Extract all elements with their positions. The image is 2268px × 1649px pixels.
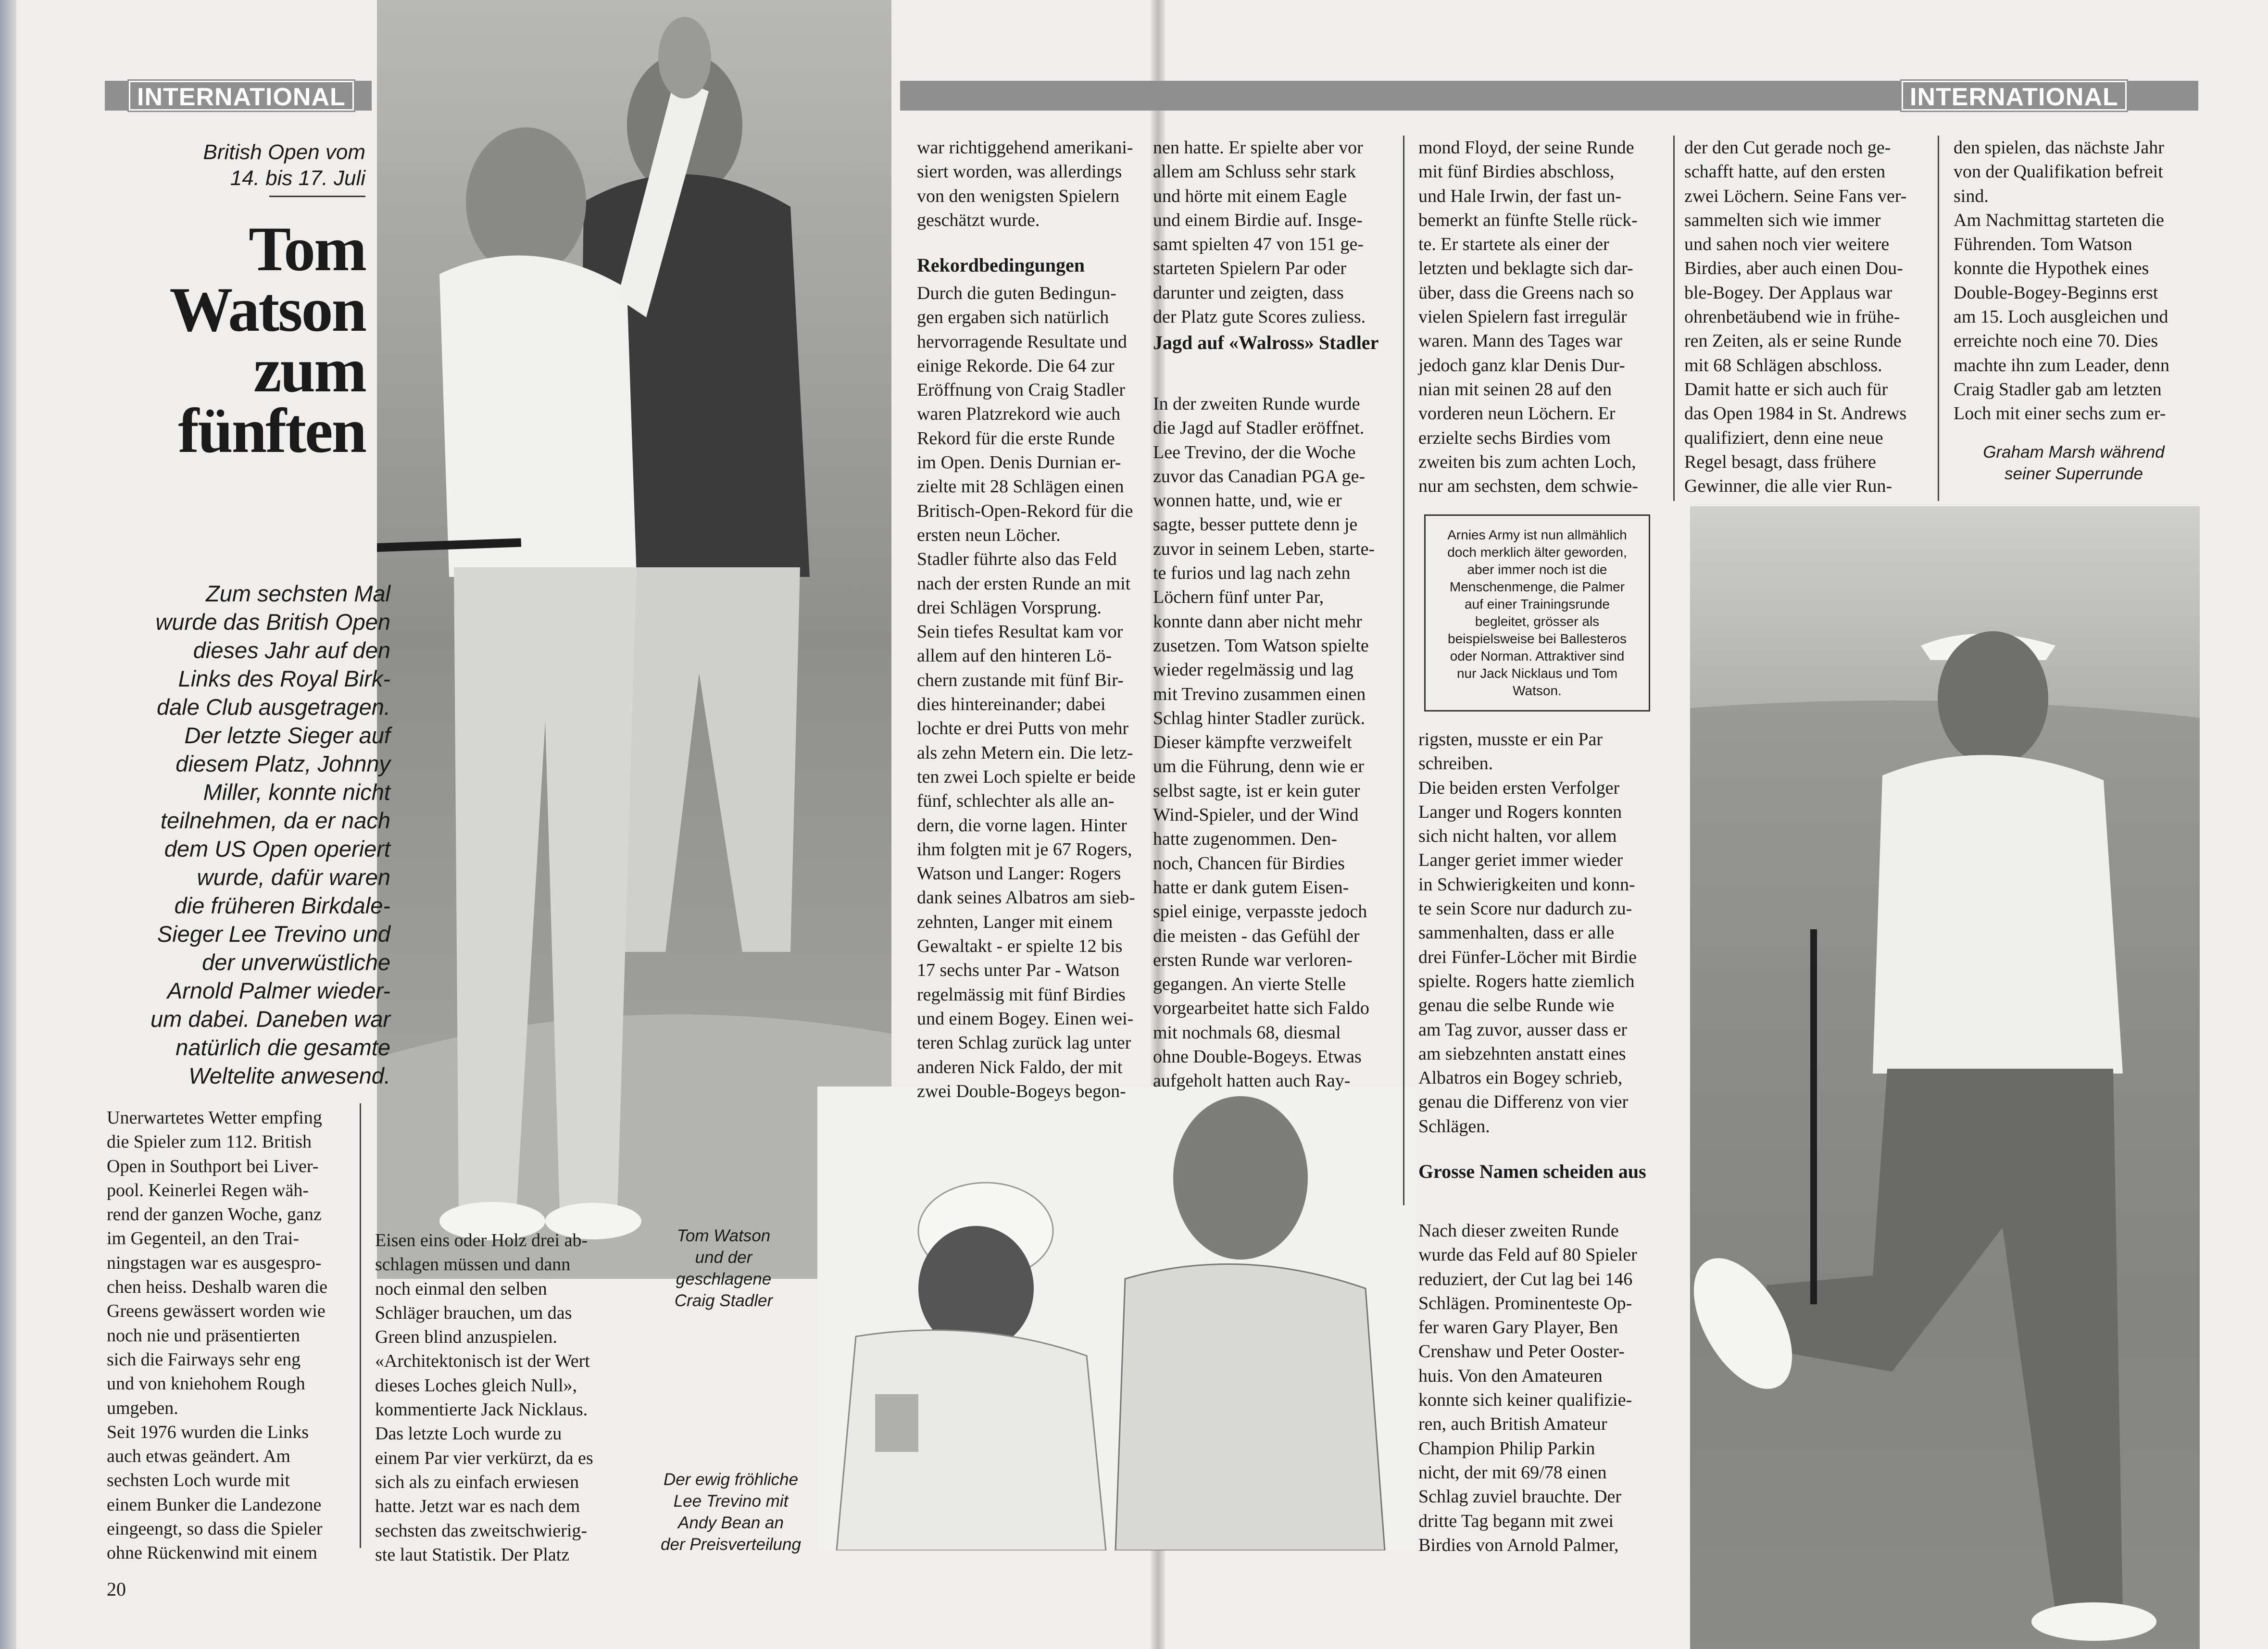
lead-paragraph: Zum sechsten Mal wurde das British Open dieses Jahr auf den Links des Royal Birk- dale Club ausgetragen. Der letzte Sieger auf diesem Platz, Johnny Miller, konnte nicht teilnehmen, da er nach dem US Open operiert wurde, dafür waren die früheren Birkdale- Sieger Lee Trevino und der unverwüstliche Arnold Palmer wieder- um dabei. Daneben war natürlich die gesamte Weltelite anwesend. xyxy=(150,581,390,1088)
section-label-left: INTERNATIONAL xyxy=(129,81,354,111)
photo-caption-box: Arnies Army ist nun allmählich doch merklich älter geworden, aber immer noch ist die Menschenmenge, die Palmer auf einer Trainingsrunde begleitet, grösser als beispielsweise bei Ballesteros oder Norman. Attraktiver sind nur Jack Nicklaus und Tom Watson. xyxy=(1424,514,1650,712)
left-column-3: Durch die guten Bedingun- gen ergaben sich natürlich hervorragende Resultate und einige Rekorde. Die 64 zur Eröffnung von Craig Stadler waren Platzrekord wie auch Rekord für die erste Runde im Open. Denis Durnian er- zielte mit 28 Schlägen einen Britisch-Open-Rekord für die ersten neun Löcher. Stadler führte also das Feld nach der ersten Runde an mit drei Schlägen Vorsprung. Sein tiefes Resultat kam vor allem auf den hinteren Lö- chern zustande mit fünf Bir- dies hintereinander; dabei lochte er drei Putts von mehr als zehn Metern ein. Die letz- ten zwei Loch spielte er beide fünf, schlechter als alle an- dern, die vorne lagen. Hinter ihm folgten mit je 67 Rogers, Watson und Langer: Rogers dank seines Albatros am sieb- zehnten, Langer mit einem Gewaltakt - er spielte 12 bis 17 sechs unter Par - Watson regelmässig mit fünf Birdies und einem Bogey. Einen wei- teren Schlag zurück lag unter anderen Nick Faldo, der mit zwei Double-Bogeys begon- xyxy=(917,283,1136,1101)
photo-watson-stadler xyxy=(377,0,891,1279)
right-column-1: In der zweiten Runde wurde die Jagd auf Stadler eröffnet. Lee Trevino, der die Woche zuvor das Canadian PGA ge- wonnen hatte, und, wie er sagte, besser puttete denn je zuvor in seinem Leben, starte- te furios und lag nach zehn Löchern fünf unter Par, konnte dann aber nicht mehr zusetzen. Tom Watson spielte wieder regelmässig und lag mit Trevino zusammen einen Schlag hinter Stadler zurück. Dieser kämpfte verzweifelt um die Führung, denn wie er selbst sagte, ist er kein guter Wind-Spieler, und der Wind hatte zugenommen. Den- noch, Chancen für Birdies hatte er dank gutem Eisen- spiel einige, verpasste jedoch die meisten - das Gefühl der ersten Runde war verloren- gegangen. An vierte Stelle vorgearbeitet hatte sich Faldo mit nochmals 68, diesmal ohne Double-Bogeys. Etwas aufgeholt hatten auch Ray- xyxy=(1153,394,1375,1091)
right-column-1-top: nen hatte. Er spielte aber vor allem am Schluss sehr stark und hörte mit einem Eagle und einem Birdie auf. Insge- samt spielten 47 von 151 ge- starteten Spielern Par oder darunter und zeigten, dass der Platz gute Scores zuliess. xyxy=(1153,137,1366,327)
photo-trevino-bean xyxy=(817,1087,1416,1550)
right-column-4: den spielen, das nächste Jahr von der Qualifikation befreit sind. Am Nachmittag starteten die Führenden. Tom Watson konnte die Hypothek eines Double-Bogey-Beginns erst am 15. Loch ausgleichen und erreichte noch eine 70. Dies machte ihn zum Leader, denn Craig Stadler gab am letzten Loch mit einer sechs zum er- xyxy=(1954,137,2170,424)
caption-watson: Tom Watson und der geschlagene Craig Stadler xyxy=(674,1226,773,1310)
caption-marsh: Graham Marsh während seiner Superrunde xyxy=(1983,443,2165,483)
page-number: 20 xyxy=(107,1578,126,1600)
right-column-2-bottom: Nach dieser zweiten Runde wurde das Feld auf 80 Spieler reduziert, der Cut lag bei 146 Schlägen. Prominenteste Op- fer waren Gary Player, Ben Crenshaw und Peter Ooster- huis. Von den Amateuren konnte sich keiner qualifizie- ren, auch British Amateur Champion Philip Parkin nicht, der mit 69/78 einen Schlag zuviel brauchte. Der dritte Tag begann mit zwei Birdies von Arnold Palmer, xyxy=(1418,1221,1637,1555)
magazine-edge xyxy=(0,0,16,1649)
kicker: British Open vom 14. bis 17. Juli xyxy=(203,140,365,190)
column-rule xyxy=(1673,136,1675,501)
column-rule xyxy=(1403,136,1404,1205)
right-column-3: der den Cut gerade noch ge- schafft hatte, auf den ersten zwei Löchern. Seine Fans ver- sammelten sich wie immer und sahen noch vier weitere Birdies, aber auch einen Dou- ble-Bogey. Der Applaus war ohrenbetäubend wie in frühe- ren Zeiten, als er seine Runde mit 68 Schlägen abschloss. Damit hatte er sich auch für das Open 1984 in St. Andrews qualifiziert, denn eine neue Regel besagt, dass frühere Gewinner, die alle vier Run- xyxy=(1684,137,1907,497)
right-column-2-mid: rigsten, musste er ein Par schreiben. Die beiden ersten Verfolger Langer und Rogers konnten sich nicht halten, vor allem Langer geriet immer wieder in Schwierigkeiten und konn- te sein Score nur dadurch zu- sammenhalten, dass er alle drei Fünfer-Löcher mit Birdie spielte. Rogers hatte ziemlich genau die selbe Runde wie am Tag zuvor, ausser dass er am siebzehnten anstatt eines Albatros ein Bogey schrieb, genau die Differenz von vier Schlägen. xyxy=(1418,729,1637,1137)
subhead-rekordbedingungen: Rekordbedingungen xyxy=(917,254,1085,276)
subhead-jagd-walross: Jagd auf «Walross» Stadler xyxy=(1153,332,1379,353)
column-rule xyxy=(360,1103,361,1548)
section-label-right: INTERNATIONAL xyxy=(1902,81,2127,111)
right-column-2-top: mond Floyd, der seine Runde mit fünf Birdies abschloss, und Hale Irwin, der fast un- bemerkt an fünfte Stelle rück- te. Er startete als einer der letzten und beklagte sich dar- über, dass die Greens nach so vielen Spielern fast irregulär waren. Mann des Tages war jedoch ganz klar Denis Dur- nian mit seinen 28 auf den vorderen neun Löchern. Er erzielte sechs Birdies vom zweiten bis zum achten Loch, nur am sechsten, dem schwie- xyxy=(1418,137,1638,497)
caption-trevino: Der ewig fröhliche Lee Trevino mit Andy Bean an der Preisverteilung xyxy=(661,1470,801,1554)
headline: Tom Watson zum fünften xyxy=(169,213,365,466)
column-rule xyxy=(1938,136,1939,501)
left-column-3-top: war richtiggehend amerikani- siert worden, was allerdings von den wenigsten Spielern geschätzt wurde. xyxy=(917,137,1133,230)
left-column-1: Unerwartetes Wetter empfing die Spieler zum 112. British Open in Southport bei Liver- pool. Keinerlei Regen wäh- rend der ganzen Woche, ganz im Gegenteil, an den Trai- ningstagen war es ausgespro- chen heiss. Deshalb waren die Greens gewässert worden wie noch nie und präsentierten sich die Fairways sehr eng und von kniehohem Rough umgeben. Seit 1976 wurden die Links auch etwas geändert. Am sechsten Loch wurde mit einem Bunker die Landezone eingeengt, so dass die Spieler ohne Rückenwind mit einem xyxy=(107,1108,328,1563)
photo-graham-marsh xyxy=(1690,506,2200,1649)
subhead-grosse-namen: Grosse Namen scheiden aus xyxy=(1418,1161,1646,1182)
kicker-rule xyxy=(269,196,365,197)
left-column-2: Eisen eins oder Holz drei ab- schlagen müssen und dann noch einmal den selben Schläger brauchen, um das Green blind anzuspielen. «Architektonisch ist der Wert dieses Loches gleich Null», kommentierte Jack Nicklaus. Das letzte Loch wurde zu einem Par vier verkürzt, da es sich als zu einfach erwiesen hatte. Jetzt war es nach dem sechsten das zweitschwierig- ste laut Statistik. Der Platz xyxy=(375,1230,593,1565)
